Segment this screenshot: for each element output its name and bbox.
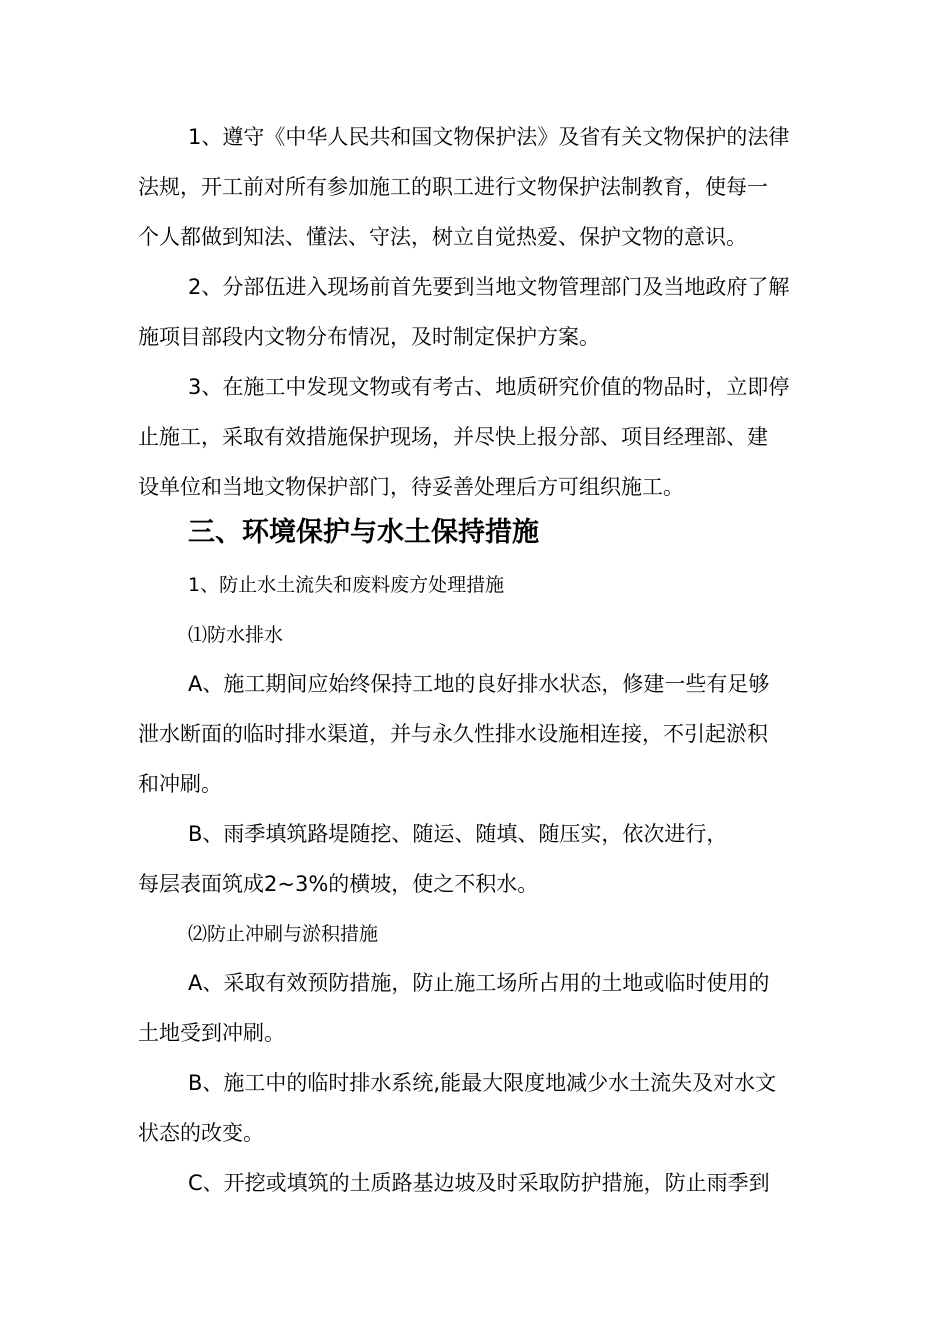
paragraph-1-line-2: 法规，开工前对所有参加施工的职工进行文物保护法制教育，使每一	[138, 175, 768, 199]
item-b-line-1: B、雨季填筑路堤随挖、随运、随填、随压实，依次进行，	[188, 822, 728, 846]
item-2a-line-2: 土地受到冲刷。	[138, 1021, 285, 1045]
item-a-line-3: 和冲刷。	[138, 772, 222, 796]
paragraph-3-line-1: 3、在施工中发现文物或有考古、地质研究价值的物品时，立即停	[188, 375, 790, 399]
item-a-line-1: A、施工期间应始终保持工地的良好排水状态，修建一些有足够	[188, 672, 770, 696]
subsection-heading-1: 1、防止水土流失和废料废方处理措施	[188, 574, 505, 596]
paragraph-3-line-3: 设单位和当地文物保护部门，待妥善处理后方可组织施工。	[138, 475, 684, 499]
item-2b-line-2: 状态的改变。	[138, 1121, 264, 1145]
paragraph-3-line-2: 止施工，采取有效措施保护现场，并尽快上报分部、项目经理部、建	[138, 425, 768, 449]
paragraph-1-line-3: 个人都做到知法、懂法、守法，树立自觉热爱、保护文物的意识。	[138, 225, 747, 249]
paragraph-2-line-1: 2、分部伍进入现场前首先要到当地文物管理部门及当地政府了解	[188, 275, 790, 299]
item-a-line-2: 泄水断面的临时排水渠道，并与永久性排水设施相连接，不引起淤积	[138, 722, 768, 746]
item-heading-2: ⑵防止冲刷与淤积措施	[188, 923, 379, 945]
item-b-line-2: 每层表面筑成2~3%的横坡，使之不积水。	[138, 872, 539, 896]
item-2c-line-1: C、开挖或填筑的土质路基边坡及时采取防护措施，防止雨季到	[188, 1171, 770, 1195]
item-2b-line-1: B、施工中的临时排水系统,能最大限度地减少水土流失及对水文	[188, 1071, 777, 1095]
section-heading: 三、环境保护与水土保持措施	[188, 517, 539, 548]
item-heading-1: ⑴防水排水	[188, 624, 284, 646]
item-2a-line-1: A、采取有效预防措施，防止施工场所占用的土地或临时使用的	[188, 971, 770, 995]
paragraph-2-line-2: 施项目部段内文物分布情况，及时制定保护方案。	[138, 325, 600, 349]
paragraph-1-line-1: 1、遵守《中华人民共和国文物保护法》及省有关文物保护的法律	[188, 125, 790, 149]
